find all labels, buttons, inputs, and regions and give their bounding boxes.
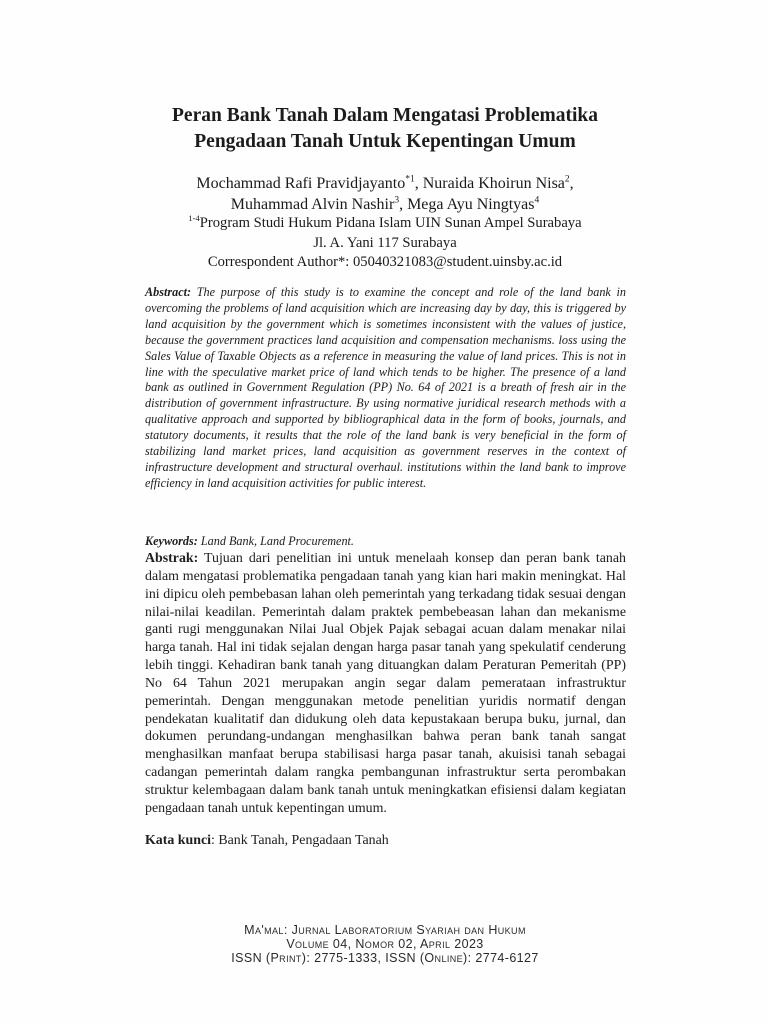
author-line-2: Muhammad Alvin Nashir$^3$, Mega Ayu Ningtyas$^4$	[230, 195, 540, 213]
author-marker-1: *1	[405, 174, 415, 185]
affiliation-institution	[100, 214, 670, 234]
footer-issn: ISSN (Print): 2775-1333, ISSN (Online): 2774-6127	[231, 951, 539, 966]
author-name-3: Muhammad Alvin Nashir	[230, 196, 395, 213]
keywords-label: Keywords:	[145, 534, 198, 548]
abstract-text: The purpose of this study is to examine the concept and role of the land bank in overcoming the problems of land acquisition which are increasing day by day, this is triggered by land acquisition by the government which is sometimes inconsistent with the values of justice, because the government practices land acquisition and compensation mechanisms. loss using the Sales Value of Taxable Objects as a reference in measuring the value of land prices. This is not in line with the speculative market price of land which tends to be higher. The presence of a land bank as outlined in Government Regulation (PP) No. 64 of 2021 is a breath of fresh air in the distribution of government infrastructure. By using normative juridical research methods with a qualitative approach and supported by bibliographical data in the form of books, journals, and statutory documents, it results that the role of the land bank is very beneficial in the form of stabilizing land market prices, land acquisition as government reserves in the context of infrastructure development and structural overhaul. institutions within the land bank to improve efficiency in land acquisition activities for public interest.	[145, 285, 627, 490]
footer-journal-name: Ma'mal: Jurnal Laboratorium Syariah dan Hukum	[244, 923, 526, 937]
author-marker-2: 2	[564, 174, 570, 185]
affiliation-marker: 1-4	[188, 213, 200, 224]
abstract-english	[145, 285, 626, 492]
institution-name: Program Studi Hukum Pidana Islam UIN Sunan Ampel Surabaya	[199, 215, 582, 231]
affiliation-address: Jl. A. Yani 117 Surabaya	[313, 234, 457, 251]
keywords-indonesian	[145, 832, 626, 850]
abstrak-label: Abstrak:	[145, 551, 199, 566]
affiliation-block	[100, 214, 670, 273]
footer-volume: Volume 04, Nomor 02, April 2023	[286, 937, 484, 952]
author-name-2: Nuraida Khoirun Nisa	[422, 175, 565, 192]
title-line-2: Pengadaan Tanah Untuk Kepentingan Umum	[194, 131, 576, 152]
author-name-4: Mega Ayu Ningtyas	[407, 196, 535, 213]
paper-title	[100, 103, 670, 155]
author-name-1: Mochammad Rafi Pravidjayanto	[196, 175, 406, 192]
keywords-text: Land Bank, Land Procurement.	[200, 534, 354, 548]
author-list	[100, 173, 670, 215]
title-line-1: Peran Bank Tanah Dalam Mengatasi Problematika	[172, 105, 598, 126]
author-line-1: Mochammad Rafi Pravidjayanto$^{*1}$, Nuraida Khoirun Nisa$^2$,	[196, 174, 574, 192]
kata-kunci-text: : Bank Tanah, Pengadaan Tanah	[211, 833, 389, 848]
kata-kunci-label: Kata kunci	[145, 833, 211, 848]
author-marker-4: 4	[534, 195, 540, 206]
correspondent-author: Correspondent Author*: 05040321083@student.uinsby.ac.id	[207, 254, 563, 270]
abstrak-text: Tujuan dari penelitian ini untuk menelaah konsep dan peran bank tanah dalam mengatasi problematika pengadaan tanah yang kian hari makin meningkat. Hal ini dipicu oleh pembebasan lahan oleh pemerintah yang terkadang tidak sesuai dengan nilai-nilai keadilan. Pemerintah dalam praktek pembebeasan lahan dan mekanisme ganti rugi menggunakan Nilai Jual Objek Pajak sebagai acuan dalam menakar nilai harga tanah. Hal ini tidak sejalan dengan harga pasar tanah yang spekulatif cenderung lebih tinggi. Kehadiran bank tanah yang dituangkan dalam Peraturan Pemeritah (PP) No 64 Tahun 2021 merupakan angin segar dalam pemerataan infrastruktur pemerintah. Dengan menggunakan metode penelitian yuridis normatif dengan pendekatan kualitatif dan didukung oleh data kepustakaan berupa buku, jurnal, dan dokumen perundang-undangan menghasilkan bahwa peran bank tanah sangat menghasilkan manfaat berupa stabilisasi harga pasar tanah, akuisisi tanah sebagai cadangan pemerintah dalam rangka pembangunan infrastruktur serta perombakan struktur kelembagaan dalam bank tanah untuk meningkatkan efisiensi dalam kegiatan pengadaan tanah untuk kepentingan umum.	[145, 551, 626, 816]
keywords-english	[145, 534, 626, 550]
abstract-label: Abstract:	[145, 285, 192, 299]
abstract-indonesian	[145, 550, 626, 818]
author-marker-3: 3	[394, 195, 400, 206]
journal-footer	[150, 923, 620, 966]
